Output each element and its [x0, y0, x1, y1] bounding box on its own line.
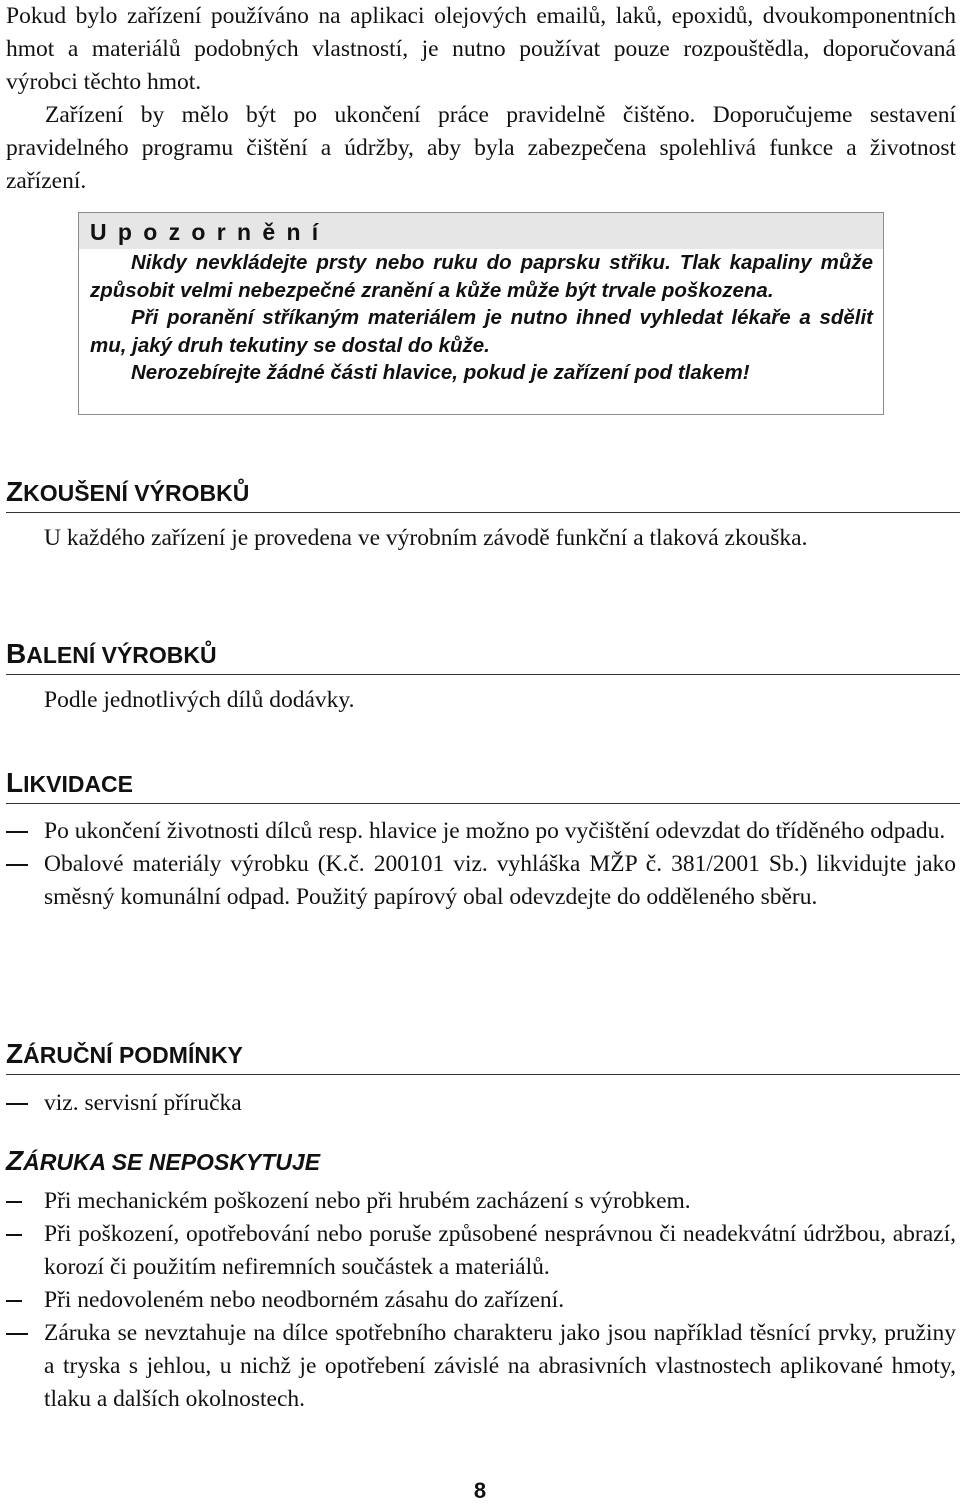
heading-warranty-conditions: ZÁRUČNÍ PODMÍNKY: [6, 1038, 960, 1075]
heading-warranty-exclusions: ZÁRUKA SE NEPOSKYTUJE: [6, 1145, 321, 1176]
dash-bullet: [6, 864, 28, 866]
intro-text: [6, 0, 956, 198]
warranty-exclusions-list: [6, 1185, 956, 1416]
list-item: Při nedovoleném nebo neodborném zásahu do zařízení.: [6, 1284, 956, 1317]
page-number: 8: [473, 1478, 487, 1503]
warranty-conditions-list: [6, 1087, 956, 1120]
list-item: Obalové materiály výrobku (K.č. 200101 viz. vyhláška MŽP č. 381/2001 Sb.) likvidujte jako směsný komunální odpad. Použitý papírový obal odevzdejte do odděleného sběru.: [6, 848, 956, 914]
heading-packaging: BALENÍ VÝROBKŮ: [6, 638, 960, 675]
warning-title: Upozornění: [79, 213, 883, 249]
dash-bullet: [6, 1234, 22, 1236]
list-item: Záruka se nevztahuje na dílce spotřebního charakteru jako jsou například těsnící prvky, pružiny a tryska s jehlou, u nichž je opotřebení závislé na abrasivních vlastnostech aplikované hmoty, tlaku a dalších okolnostech.: [6, 1317, 956, 1416]
dash-bullet: [6, 1333, 28, 1335]
packaging-text: Podle jednotlivých dílů dodávky.: [44, 687, 355, 713]
heading-testing: ZKOUŠENÍ VÝROBKŮ: [6, 476, 960, 513]
list-item: Při poškození, opotřebování nebo poruše způsobené nesprávnou či neadekvátní údržbou, abrazí, korozí či použitím nefiremních součástek a materiálů.: [6, 1218, 956, 1284]
warning-paragraph-spray: Nikdy nevkládejte prsty nebo ruku do paprsku střiku. Tlak kapaliny může způsobit velmi nebezpečné zranění a kůže může být trvale poškozena.: [90, 251, 873, 302]
dash-bullet: [6, 1201, 22, 1203]
testing-text: U každého zařízení je provedena ve výrobním závodě funkční a tlaková zkouška.: [44, 525, 808, 551]
list-item: Po ukončení životnosti dílců resp. hlavice je možno po vyčištění odevzdat do tříděného odpadu.: [6, 815, 956, 848]
list-item: viz. servisní příručka: [6, 1087, 956, 1120]
intro-paragraph-solvents: Pokud bylo zařízení používáno na aplikaci olejových emailů, laků, epoxidů, dvoukomponentních hmot a materiálů podobných vlastností, je nutno používat pouze rozpouštědla, doporučovaná výrobci těchto hmot.: [6, 3, 956, 95]
list-item: Při mechanickém poškození nebo při hrubém zacházení s výrobkem.: [6, 1185, 956, 1218]
dash-bullet: [6, 1300, 22, 1302]
warning-body: [79, 249, 883, 387]
warning-paragraph-pressure: Nerozebírejte žádné části hlavice, pokud je zařízení pod tlakem!: [131, 361, 750, 384]
disposal-list: [6, 815, 956, 914]
dash-bullet: [6, 831, 28, 833]
intro-paragraph-cleaning: Zařízení by mělo být po ukončení práce pravidelně čištěno. Doporučujeme sestavení pravidelného programu čištění a údržby, aby byla zabezpečena spolehlivá funkce a životnost zařízení.: [6, 102, 956, 194]
warning-paragraph-injury: Při poranění stříkaným materiálem je nutno ihned vyhledat lékaře a sdělit mu, jaký druh tekutiny se dostal do kůže.: [90, 306, 873, 357]
heading-disposal: LIKVIDACE: [6, 767, 960, 804]
warning-box: [78, 212, 884, 415]
dash-bullet: [6, 1103, 28, 1105]
